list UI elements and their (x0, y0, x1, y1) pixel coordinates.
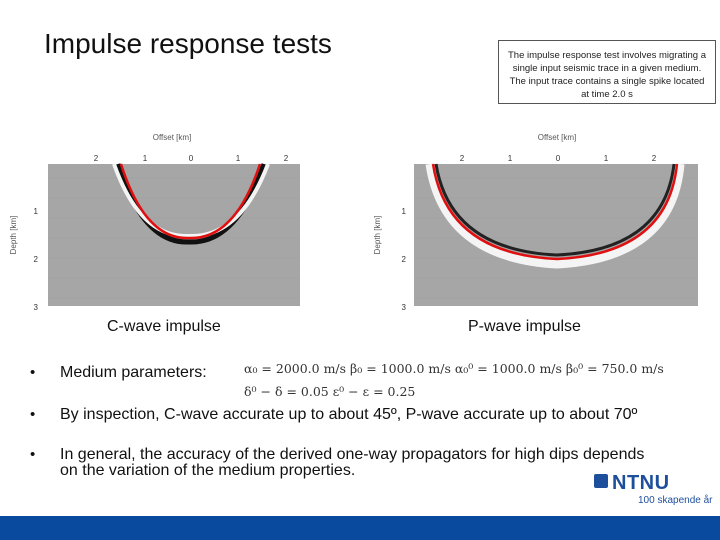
bottom-bar (0, 516, 720, 540)
p-depth-axis-title: Depth [km] (373, 215, 382, 255)
p-x-tick: 0 (555, 154, 561, 163)
c-wave-plot (8, 128, 308, 313)
c-x-tick: 2 (283, 154, 289, 163)
p-offset-axis-title: Offset [km] (537, 133, 577, 142)
p-y-tick: 3 (401, 303, 406, 312)
p-y-tick: 2 (401, 255, 406, 264)
p-x-tick: 1 (603, 154, 609, 163)
bullet-medium-parameters: Medium parameters: (60, 364, 207, 381)
bullet-marker: • (30, 406, 36, 423)
c-y-tick: 1 (33, 207, 38, 216)
ntnu-logo-mark-icon (594, 474, 608, 488)
c-wave-caption: C-wave impulse (107, 318, 221, 335)
p-x-tick: 1 (507, 154, 513, 163)
description-box: The impulse response test involves migrating a single input seismic trace in a given medium. The input trace contains a single spike located at time 2.0 s (498, 40, 716, 104)
c-y-tick: 3 (33, 303, 38, 312)
c-x-tick: 2 (93, 154, 99, 163)
c-x-tick: 1 (235, 154, 241, 163)
p-wave-plot (372, 128, 702, 313)
c-wave-panel (8, 128, 308, 313)
bullet-marker: • (30, 446, 36, 463)
p-wave-panel (372, 128, 702, 313)
slide-title: Impulse response tests (44, 28, 332, 59)
p-plot-area (414, 164, 698, 306)
p-x-tick: 2 (459, 154, 465, 163)
c-x-tick: 1 (142, 154, 148, 163)
bullet-general-accuracy: In general, the accuracy of the derived one-way propagators for high dips depends on the variation of the medium properties. (60, 446, 645, 479)
c-offset-axis-title: Offset [km] (152, 133, 192, 142)
logo-name: NTNU (612, 472, 670, 494)
bullet-inspection: By inspection, C-wave accurate up to about 45º, P-wave accurate up to about 70º (60, 406, 638, 423)
bullet-marker: • (30, 364, 36, 381)
medium-formula-line2: δ⁰ − δ = 0.05 ε⁰ − ε = 0.25 (244, 384, 416, 399)
p-x-tick: 2 (651, 154, 657, 163)
c-depth-axis-title: Depth [km] (9, 215, 18, 255)
p-y-tick: 1 (401, 207, 406, 216)
logo-tagline: 100 skapende år (638, 495, 713, 506)
p-wave-caption: P-wave impulse (468, 318, 581, 335)
c-x-tick: 0 (188, 154, 194, 163)
c-y-tick: 2 (33, 255, 38, 264)
medium-formula-line1: α₀ = 2000.0 m/s β₀ = 1000.0 m/s α₀⁰ = 1000.0 m/s β₀⁰ = 750.0 m/s (244, 361, 664, 376)
